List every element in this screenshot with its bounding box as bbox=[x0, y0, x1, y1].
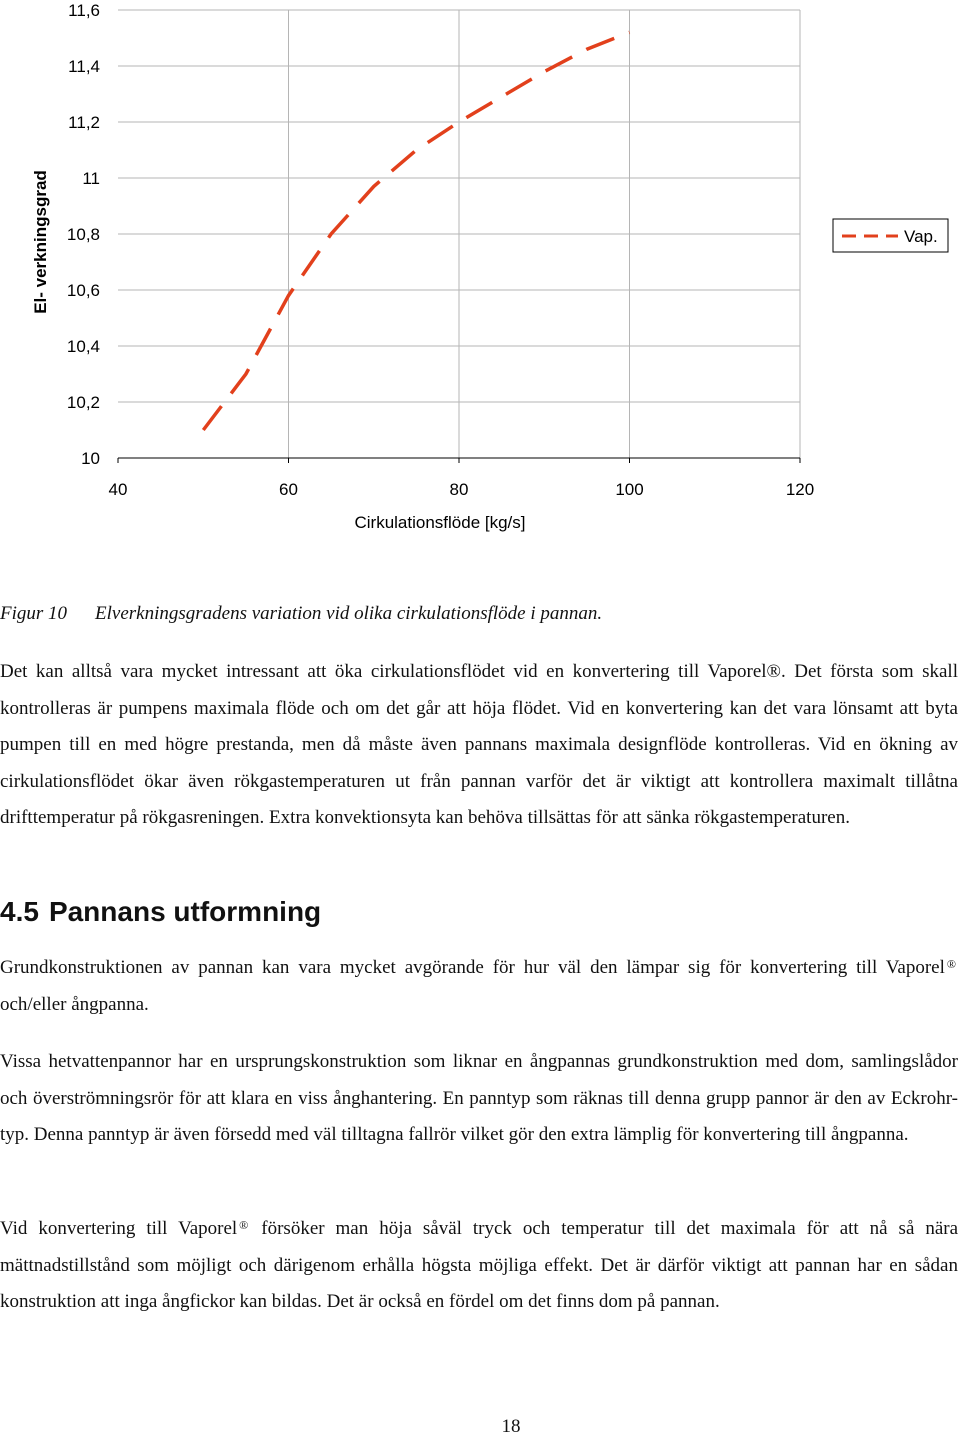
paragraph-4 bbox=[0, 1211, 958, 1321]
x-tick-label: 40 bbox=[108, 480, 128, 499]
paragraph-2 bbox=[0, 950, 958, 1023]
y-tick-label: 11,4 bbox=[68, 57, 100, 76]
y-tick-label: 11,6 bbox=[68, 1, 100, 20]
figure-number: Figur 10 bbox=[0, 603, 68, 624]
paragraph-2-tail: och/eller ångpanna. bbox=[0, 993, 149, 1015]
y-axis-label: El- verkningsgrad bbox=[31, 170, 50, 314]
x-tick-labels bbox=[109, 480, 815, 499]
legend-entry: Vap. bbox=[904, 227, 938, 246]
section-number: 4.5 bbox=[0, 896, 39, 927]
figure-caption bbox=[0, 603, 602, 625]
paragraph-1: Det kan alltså vara mycket intressant att öka cirkulationsflödet vid en konvertering till Vaporel®. Det första som skall kontrolleras är pumpens maximala flöde och om det går att höja flödet. Vid en konvertering kan det vara lönsamt att byta pumpen till en med högre prestanda, men då måste även pannans maximala designflöde kontrolleras. Vid en ökning av cirkulationsflödet ökar även rökgastemperaturen ut från pannan varför det är viktigt att kontrollera maximalt tillåtna drifttemperatur på rökgasreningen. Extra konvektionsyta kan behöva tillsättas för att sänka rökgastemperaturen. bbox=[0, 661, 958, 828]
x-tick-label: 60 bbox=[279, 480, 298, 499]
paragraph-2-text: Grundkonstruktionen av pannan kan vara mycket avgörande för hur väl den lämpar sig för konvertering till Vaporel bbox=[0, 957, 945, 978]
y-tick-label: 11,2 bbox=[68, 113, 100, 132]
efficiency-chart bbox=[0, 0, 960, 545]
y-tick-label: 10,2 bbox=[66, 393, 100, 412]
x-tick-label: 80 bbox=[449, 480, 469, 499]
figure-caption-text: Elverkningsgradens variation vid olika cirkulationsflöde i pannan. bbox=[95, 603, 603, 624]
series-line bbox=[203, 32, 629, 430]
section-heading bbox=[0, 896, 321, 928]
page-number: 18 bbox=[501, 1416, 521, 1437]
paragraph-4-tail: försöker man höja såväl tryck och temperatur till det maximala för att nå så nära mättnadstillstånd som möjligt och därigenom erhålla högsta möjliga effekt. Det är därför viktigt att pannan har en sådan konstruktion att inga ångfickor kan bildas. Det är också en fördel om det finns dom på pannan. bbox=[0, 1218, 959, 1312]
y-tick-label: 11 bbox=[82, 169, 100, 188]
legend bbox=[833, 219, 948, 252]
grid-lines bbox=[118, 10, 800, 463]
y-tick-label: 10,4 bbox=[66, 337, 100, 356]
y-tick-label: 10,6 bbox=[66, 281, 100, 300]
x-tick-label: 120 bbox=[785, 480, 815, 499]
y-tick-labels bbox=[67, 1, 100, 468]
y-tick-label: 10 bbox=[81, 449, 100, 468]
section-title: Pannans utformning bbox=[48, 896, 322, 927]
paragraph-3: Vissa hetvattenpannor har en ursprungskonstruktion som liknar en ångpannas grundkonstruktion med dom, samlingslådor och överströmningsrör för att klara en viss ånghantering. En panntyp som räknas till denna grupp pannor är den av Eckrohr-typ. Denna panntyp är även försedd med väl tilltagna fallrör vilket gör den extra lämplig för konvertering till ångpanna. bbox=[0, 1051, 958, 1145]
paragraph-4-text: Vid konvertering till Vaporel bbox=[0, 1218, 238, 1239]
chart-canvas bbox=[0, 0, 960, 545]
registered-mark: ® bbox=[946, 957, 956, 971]
series-lines bbox=[203, 32, 629, 430]
y-tick-label: 10,8 bbox=[66, 225, 100, 244]
x-tick-label: 100 bbox=[615, 480, 644, 499]
registered-mark: ® bbox=[239, 1218, 249, 1232]
x-axis-label: Cirkulationsflöde [kg/s] bbox=[354, 513, 526, 532]
